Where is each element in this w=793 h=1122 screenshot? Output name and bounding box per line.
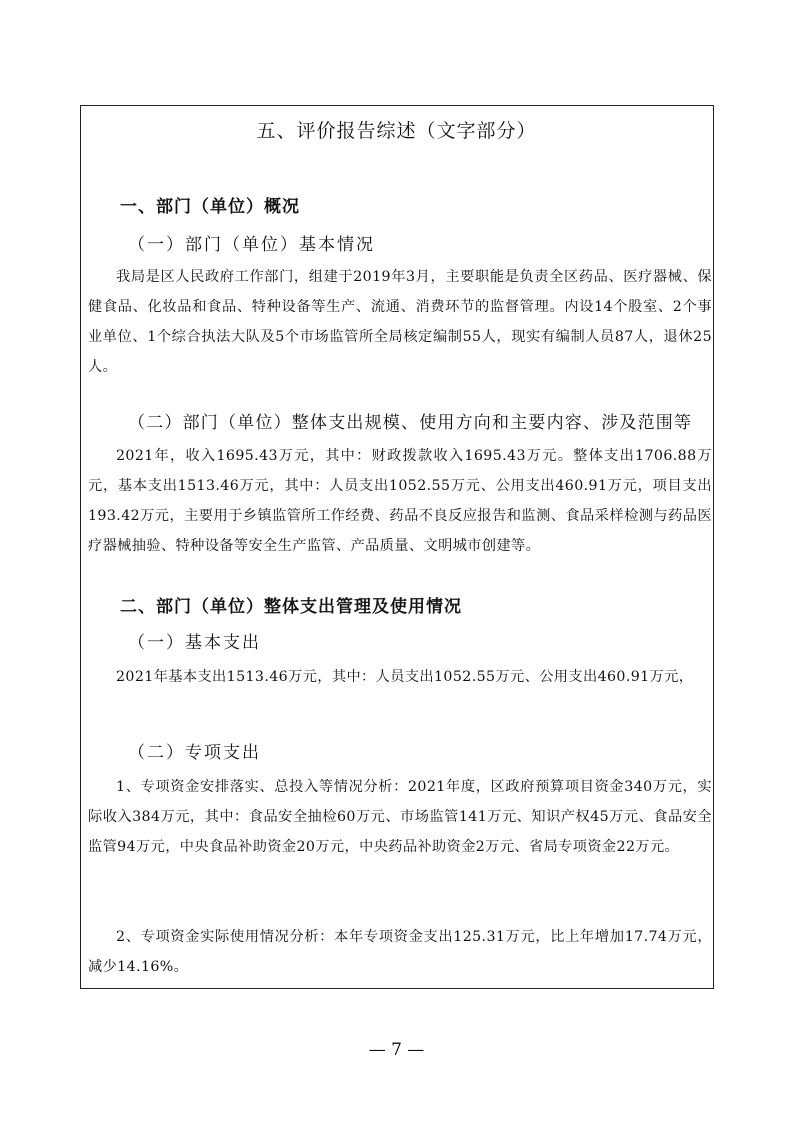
subheading-special-expenditure: （二）专项支出 bbox=[128, 743, 261, 763]
paragraph-expenditure-scale: 2021年，收入1695.43万元，其中：财政拨款收入1695.43万元。整体支出1706.88万元，基本支出1513.46万元，其中：人员支出1052.55万元、公用支出460.91万元，项目支出193.42万元，主要用于乡镇监管所工作经费、药品不良反应报告和监测、食品采样检测与药品医疗器械抽验、特种设备等安全生产监管、产品质量、文明城市创建等。 bbox=[88, 448, 712, 554]
subheading-basic-expenditure: （一）基本支出 bbox=[128, 633, 261, 653]
section-title: 五、评价报告综述（文字部分） bbox=[256, 120, 537, 142]
subheading-expenditure-scale: （二）部门（单位）整体支出规模、使用方向和主要内容、涉及范围等 bbox=[128, 413, 693, 433]
heading-expenditure-management: 二、部门（单位）整体支出管理及使用情况 bbox=[120, 597, 462, 617]
page-number: — 7 — bbox=[368, 1040, 425, 1060]
subheading-basic-info: （一）部门（单位）基本情况 bbox=[128, 235, 375, 255]
heading-department-overview: 一、部门（单位）概况 bbox=[120, 197, 300, 217]
paragraph-basic-info: 我局是区人民政府工作部门，组建于2019年3月，主要职能是负责全区药品、医疗器械、保健食品、化妆品和食品、特种设备等生产、流通、消费环节的监督管理。内设14个股室、2个事业单位、1个综合执法大队及5个市场监管所全局核定编制55人，现实有编制人员87人，退休25人。 bbox=[88, 269, 712, 375]
paragraph-basic-expenditure: 2021年基本支出1513.46万元，其中：人员支出1052.55万元、公用支出460.91万元， bbox=[116, 669, 694, 685]
paragraph-special-funds-arrangement: 1、专项资金安排落实、总投入等情况分析：2021年度，区政府预算项目资金340万元，实际收入384万元，其中：食品安全抽检60万元、市场监管141万元、知识产权45万元、食品安全监管94万元，中央食品补助资金20万元，中央药品补助资金2万元、省局专项资金22万元。 bbox=[88, 779, 712, 855]
paragraph-special-funds-usage: 2、专项资金实际使用情况分析：本年专项资金支出125.31万元，比上年增加17.74万元，减少14.16%。 bbox=[88, 929, 712, 975]
